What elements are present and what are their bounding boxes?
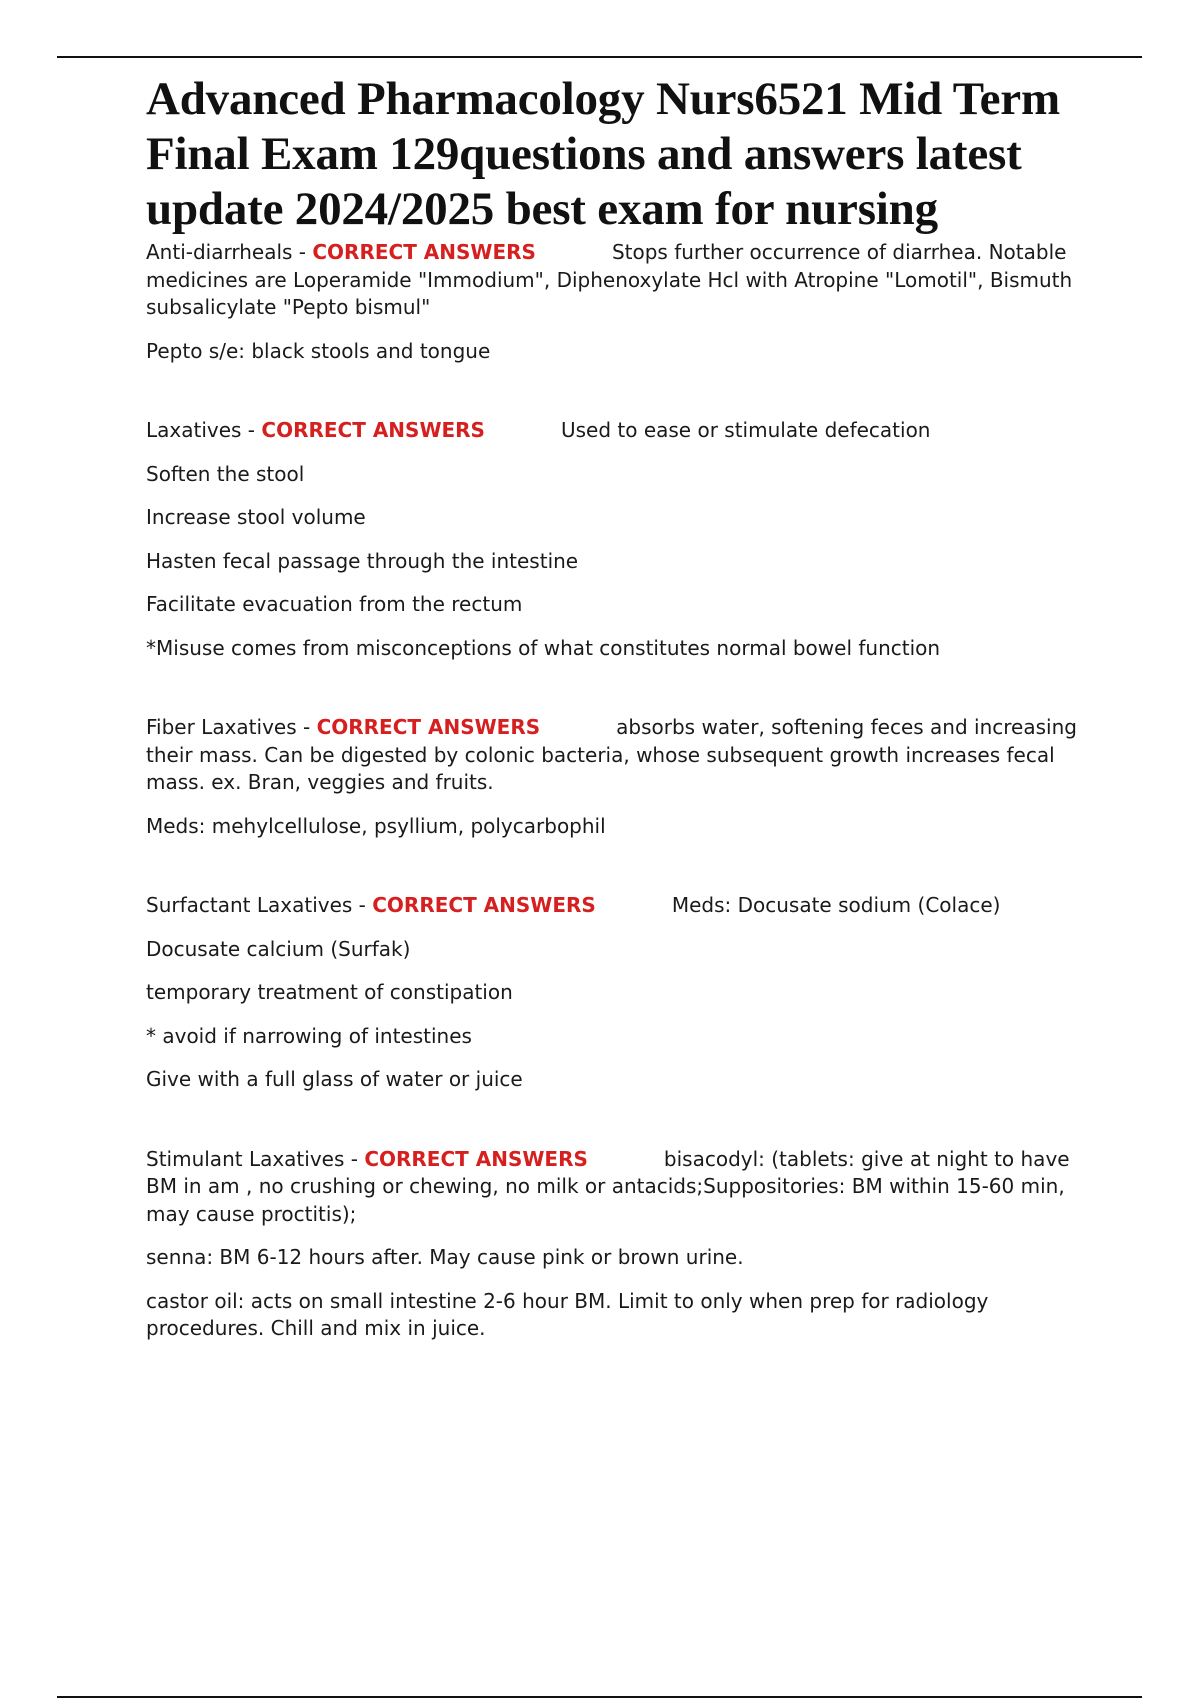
answer-text: Used to ease or stimulate defecation (560, 418, 931, 442)
answer-text: absorbs water, softening feces and increasing their mass. Can be digested by colonic bacteria, whose subsequent growth increases fecal mass. ex. Bran, veggies and fruits. (146, 715, 1077, 794)
correct-answers-label: CORRECT ANSWERS (312, 240, 536, 264)
bottom-rule (57, 1696, 1142, 1698)
top-rule (57, 56, 1142, 58)
correct-answers-label: CORRECT ANSWERS (372, 893, 596, 917)
answer-note: Give with a full glass of water or juice (146, 1067, 523, 1091)
answer-note: castor oil: acts on small intestine 2-6 hour BM. Limit to only when prep for radiology procedures. Chill and mix in juice. (146, 1288, 989, 1340)
qa-section (146, 714, 1096, 840)
term: Surfactant Laxatives (146, 893, 353, 917)
document-title: Advanced Pharmacology Nurs6521 Mid Term Final Exam 129questions and answers latest update 2024/2025 best exam for nursing (146, 73, 1060, 235)
answer-text: Stops further occurrence of diarrhea. Notable medicines are Loperamide "Immodium", Diphenoxylate Hcl with Atropine "Lomotil", Bismuth subsalicylate "Pepto bismul" (146, 240, 1073, 319)
answer-note: * avoid if narrowing of intestines (146, 1023, 472, 1048)
term: Stimulant Laxatives (146, 1146, 345, 1171)
answer-note: Docusate calcium (Surfak) (146, 936, 411, 961)
qa-question: Surfactant Laxatives - CORRECT ANSWERS Meds: Docusate sodium (Colace) (146, 893, 1001, 917)
document-body (146, 72, 1096, 1395)
answer-note: *Misuse comes from misconceptions of what constitutes normal bowel function (146, 635, 941, 660)
answer-note: Pepto s/e: black stools and tongue (146, 338, 491, 363)
qa-question: Stimulant Laxatives - CORRECT ANSWERS bisacodyl: (tablets: give at night to have BM in am , no crushing or chewing, no milk or antacids;Suppositories: BM within 15-60 min, may cause proctitis); (146, 1146, 1070, 1226)
qa-section (146, 892, 1096, 1094)
answer-text: bisacodyl: (tablets: give at night to have BM in am , no crushing or chewing, no milk or antacids;Suppositories: BM within 15-60 min, may cause proctitis); (146, 1146, 1070, 1226)
term: Fiber Laxatives (146, 715, 297, 739)
answer-note: Soften the stool (146, 461, 305, 486)
answer-note: Facilitate evacuation from the rectum (146, 592, 523, 616)
correct-answers-label: CORRECT ANSWERS (364, 1146, 588, 1171)
qa-question: Anti-diarrheals - CORRECT ANSWERS Stops further occurrence of diarrhea. Notable medicines are Loperamide "Immodium", Diphenoxylate Hcl with Atropine "Lomotil", Bismuth subsalicylate "Pepto bismul" (146, 240, 1073, 319)
qa-section (146, 417, 1096, 662)
correct-answers-label: CORRECT ANSWERS (316, 715, 541, 739)
correct-answers-label: CORRECT ANSWERS (261, 418, 485, 442)
qa-question: Fiber Laxatives - CORRECT ANSWERS absorbs water, softening feces and increasing their mass. Can be digested by colonic bacteria, whose subsequent growth increases fecal mass. ex. Bran, veggies and fruits. (146, 715, 1077, 794)
answer-note: temporary treatment of constipation (146, 980, 513, 1004)
term: Anti-diarrheals (146, 240, 293, 264)
answer-note: Meds: mehylcellulose, psyllium, polycarbophil (146, 813, 606, 838)
term: Laxatives (146, 418, 242, 442)
answer-note: Increase stool volume (146, 505, 366, 529)
answer-note: senna: BM 6-12 hours after. May cause pink or brown urine. (146, 1245, 744, 1269)
answer-text: Meds: Docusate sodium (Colace) (671, 893, 1001, 917)
qa-question: Laxatives - CORRECT ANSWERS Used to ease or stimulate defecation (146, 418, 931, 442)
answer-note: Hasten fecal passage through the intestine (146, 548, 579, 573)
qa-section (146, 239, 1096, 365)
qa-section (146, 1146, 1096, 1343)
